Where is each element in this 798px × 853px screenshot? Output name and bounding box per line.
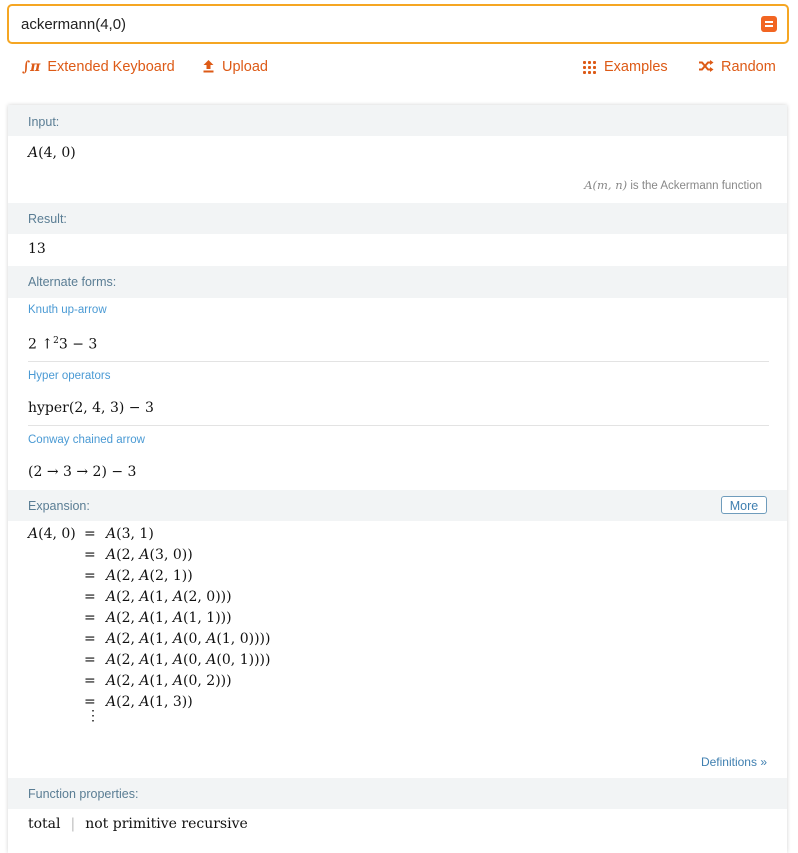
upload-button[interactable] (202, 56, 268, 78)
expansion-step: A(2, A(1, A(1, 1))) (106, 610, 232, 626)
expansion-step: A(3, 1) (106, 526, 154, 542)
extended-keyboard-label: Extended Keyboard (47, 59, 175, 75)
conway-expression: (2 → 3 → 2) − 3 (28, 464, 137, 480)
expansion-lhs: A(4, 0) (28, 526, 76, 542)
examples-label: Examples (604, 59, 668, 75)
result-pod-title: Result: (8, 203, 787, 234)
expansion-step: A(2, A(1, 3)) (106, 694, 193, 710)
hyper-expression: hyper(2, 4, 3) − 3 (28, 400, 154, 416)
note-function: A(m, n) (584, 178, 628, 192)
expansion-step: A(2, A(2, 1)) (106, 568, 193, 584)
expansion-title: Expansion: (8, 490, 787, 521)
divider (28, 425, 769, 426)
knuth-label: Knuth up-arrow (28, 304, 107, 316)
upload-icon (202, 59, 215, 75)
divider (28, 361, 769, 362)
input-note (584, 178, 762, 192)
conway-label: Conway chained arrow (28, 434, 145, 446)
random-label: Random (721, 59, 776, 75)
note-text: is the Ackermann function (630, 180, 762, 192)
hyper-label: Hyper operators (28, 370, 111, 382)
more-button[interactable]: More (721, 496, 767, 514)
expansion-step: A(2, A(1, A(0, A(1, 0)))) (106, 631, 271, 647)
expansion-step: A(2, A(1, A(0, 2))) (106, 673, 232, 689)
random-button[interactable] (698, 56, 776, 78)
toolbar (0, 56, 798, 78)
shuffle-icon (698, 60, 714, 74)
keyboard-icon: ∫π (22, 59, 41, 75)
compute-button-icon[interactable] (761, 16, 777, 32)
expansion-step: A(2, A(1, A(0, A(0, 1)))) (106, 652, 271, 668)
examples-button[interactable] (583, 56, 668, 78)
search-input[interactable] (21, 6, 741, 42)
input-expression: A(4, 0) (28, 145, 76, 161)
vertical-ellipsis: ⋮ (86, 708, 100, 724)
grid-icon (583, 61, 596, 74)
expansion-step: A(2, A(1, A(2, 0))) (106, 589, 232, 605)
results-card: Input: A(4, 0) A(m, n) is the Ackermann function Result: 13 Alternate forms: Knuth up-arrow 2 ↑$^2$3 − 3 Hyper operators hyper(2, 4, 3) − 3 Conway chained arrow (2 → 3 → 2) − 3 Expansion: More A(4, 0) = A(3, 1) = A(2, A(3, 0)) = A(2, A(2, 1)) = A(2, A(1, A(2, 0))) = A(2, A(1, A(1, 1))) = A(2, A(1, A(0, A(1, 0)))) = A(2, A(1, A(0, A(0, 1)))) = A(2, A(1, A(0, 2))) = A(2, A(1, 3)) ⋮ Definitions » Function properties: total | not primitive recursive (8, 105, 787, 853)
function-properties-title: Function properties: (8, 778, 787, 809)
definitions-link[interactable]: Definitions » (700, 755, 767, 769)
input-pod-title: Input: (8, 105, 787, 136)
search-bar[interactable] (7, 4, 789, 44)
knuth-expression: 2 ↑$^2$3 − 3 (28, 336, 98, 353)
extended-keyboard-button[interactable] (22, 56, 175, 78)
result-value: 13 (28, 241, 46, 257)
expansion-step: A(2, A(3, 0)) (106, 547, 193, 563)
upload-label: Upload (222, 59, 268, 75)
alternate-forms-title: Alternate forms: (8, 266, 787, 298)
function-properties-value: total | not primitive recursive (28, 816, 248, 832)
